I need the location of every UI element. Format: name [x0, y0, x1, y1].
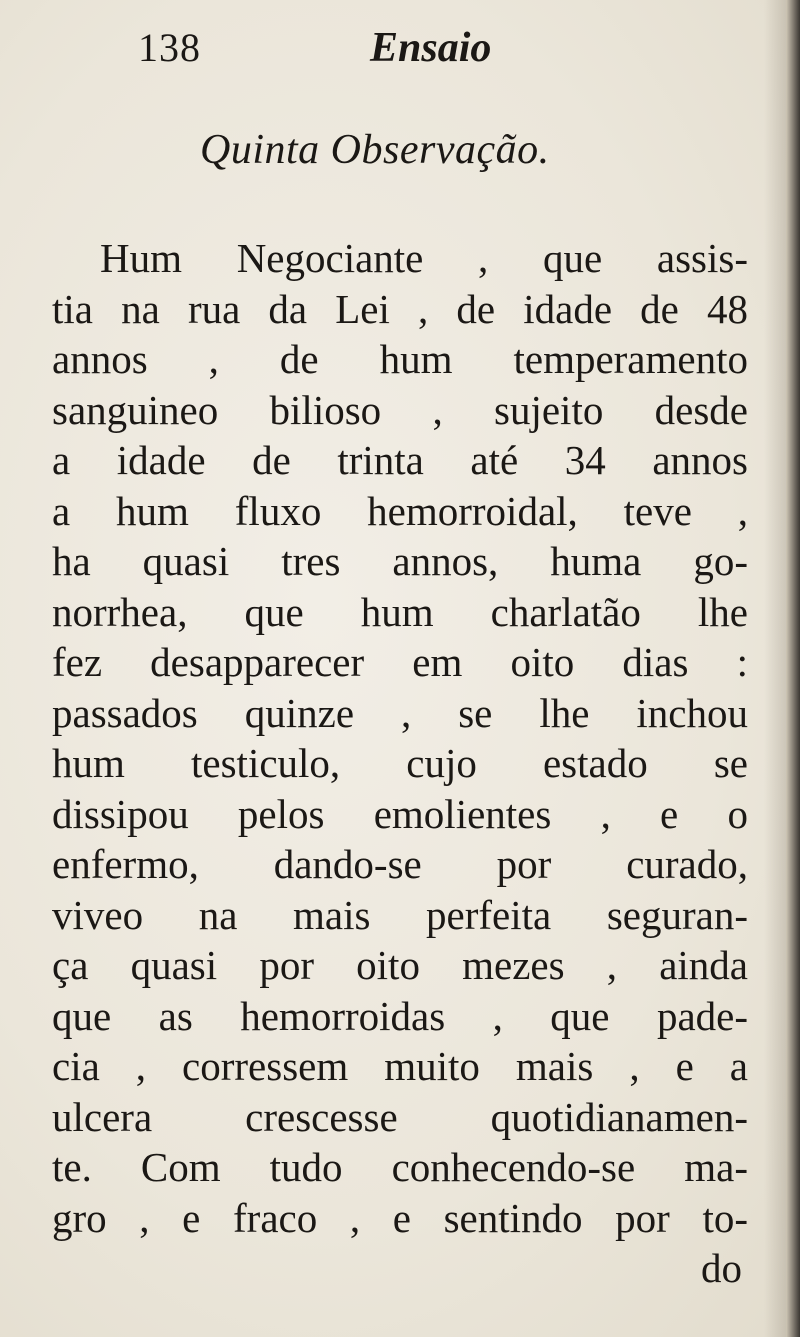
text-line: ça quasi por oito mezes , ainda	[52, 942, 748, 988]
text-line: ha quasi tres annos, huma go-	[52, 538, 748, 584]
text-line: a idade de trinta até 34 annos	[52, 437, 748, 483]
page-edge-shadow	[786, 0, 800, 1337]
page-number: 138	[138, 25, 201, 70]
page-header	[138, 20, 538, 80]
text-line: fez desapparecer em oito dias :	[52, 639, 748, 685]
catchword: do	[701, 1245, 742, 1291]
text-line: cia , corressem muito mais , e a	[52, 1043, 748, 1089]
text-line: sanguineo bilioso , sujeito desde	[52, 386, 748, 433]
text-line: norrhea, que hum charlatão lhe	[52, 588, 748, 635]
text-line: annos , de hum temperamento	[52, 336, 748, 382]
body-text	[52, 233, 748, 1294]
text-line: enfermo, dando-se por curado,	[52, 841, 748, 887]
text-line: gro , e fraco , e sentindo por to-	[52, 1194, 748, 1241]
text-line: que as hemorroidas , que pade-	[52, 992, 748, 1039]
text-line: te. Com tudo conhecendo-se ma-	[52, 1144, 748, 1190]
section-title: Quinta Observação.	[200, 127, 550, 173]
text-line: a hum fluxo hemorroidal, teve ,	[52, 487, 748, 534]
text-line: viveo na mais perfeita seguran-	[52, 891, 748, 938]
text-line: ulcera crescesse quotidianamen-	[52, 1093, 748, 1140]
text-line: tia na rua da Lei , de idade de 48	[52, 285, 748, 332]
text-line: passados quinze , se lhe inchou	[52, 689, 748, 736]
text-line: Hum Negociante , que assis-	[100, 235, 748, 281]
text-line: dissipou pelos emolientes , e o	[52, 790, 748, 837]
running-head: Ensaio	[370, 25, 492, 71]
text-line: hum testiculo, cujo estado se	[52, 740, 748, 786]
